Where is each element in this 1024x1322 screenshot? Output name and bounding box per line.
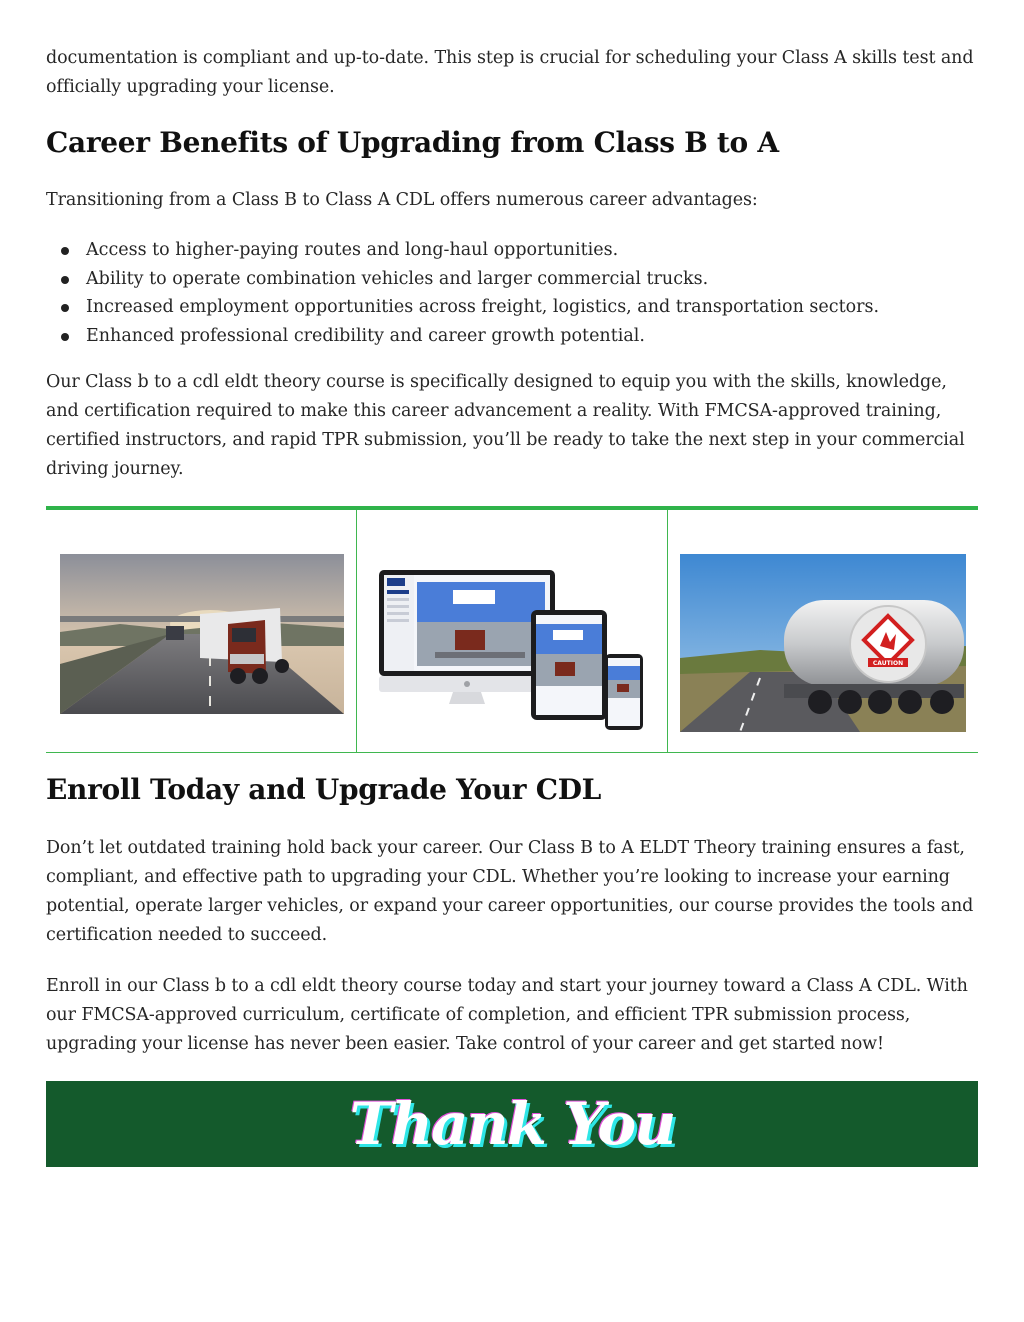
benefits-lead-paragraph: Transitioning from a Class B to Class A CDL offers numerous career advantages: <box>46 190 758 210</box>
list-item: Access to higher-paying routes and long-haul opportunities. <box>46 236 879 265</box>
bullet-icon <box>61 276 69 284</box>
enroll-paragraph-1: Don’t let outdated training hold back your career. Our Class B to A ELDT Theory training ensures a fast, compliant, and effective path to upgrading your CDL. Whether you’re looking to increase your earning potential, operate larger vehicles, or expand your career opportunities, our course provides the tools and certification needed to succeed. <box>46 838 974 945</box>
tanker-truck-photo <box>680 554 966 732</box>
list-item: Enhanced professional credibility and career growth potential. <box>46 322 879 351</box>
gallery-cell-truck <box>46 510 357 752</box>
tanker-caution-label: CAUTION <box>872 660 904 667</box>
benefits-list <box>46 236 879 350</box>
bullet-icon <box>61 304 69 312</box>
intro-paragraph: documentation is compliant and up-to-date. This step is crucial for scheduling your Class A skills test and officially upgrading your license. <box>46 48 974 97</box>
thank-you-text: Thank You <box>349 1090 675 1158</box>
course-paragraph: Our Class b to a cdl eldt theory course is specifically designed to equip you with the skills, knowledge, and certification required to make this career advancement a reality. With FMCSA-approved training, certified instructors, and rapid TPR submission, you’ll be ready to take the next step in your commercial driving journey. <box>46 372 965 479</box>
bullet-icon <box>61 333 69 341</box>
gallery-cell-devices <box>357 510 668 752</box>
thank-you-banner <box>46 1081 978 1167</box>
eldt-devices-mockup <box>375 568 655 734</box>
enroll-heading: Enroll Today and Upgrade Your CDL <box>46 773 602 806</box>
image-gallery <box>46 506 978 753</box>
semi-truck-highway-photo <box>60 554 344 714</box>
bullet-icon <box>61 247 69 255</box>
gallery-cell-tanker <box>668 510 978 752</box>
list-item: Increased employment opportunities across freight, logistics, and transportation sectors. <box>46 293 879 322</box>
benefits-heading: Career Benefits of Upgrading from Class B to A <box>46 126 779 159</box>
enroll-paragraph-2: Enroll in our Class b to a cdl eldt theory course today and start your journey toward a Class A CDL. With our FMCSA-approved curriculum, certificate of completion, and efficient TPR submission process, upgrading your license has never been easier. Take control of your career and get started now! <box>46 976 968 1054</box>
list-item: Ability to operate combination vehicles and larger commercial trucks. <box>46 265 879 294</box>
